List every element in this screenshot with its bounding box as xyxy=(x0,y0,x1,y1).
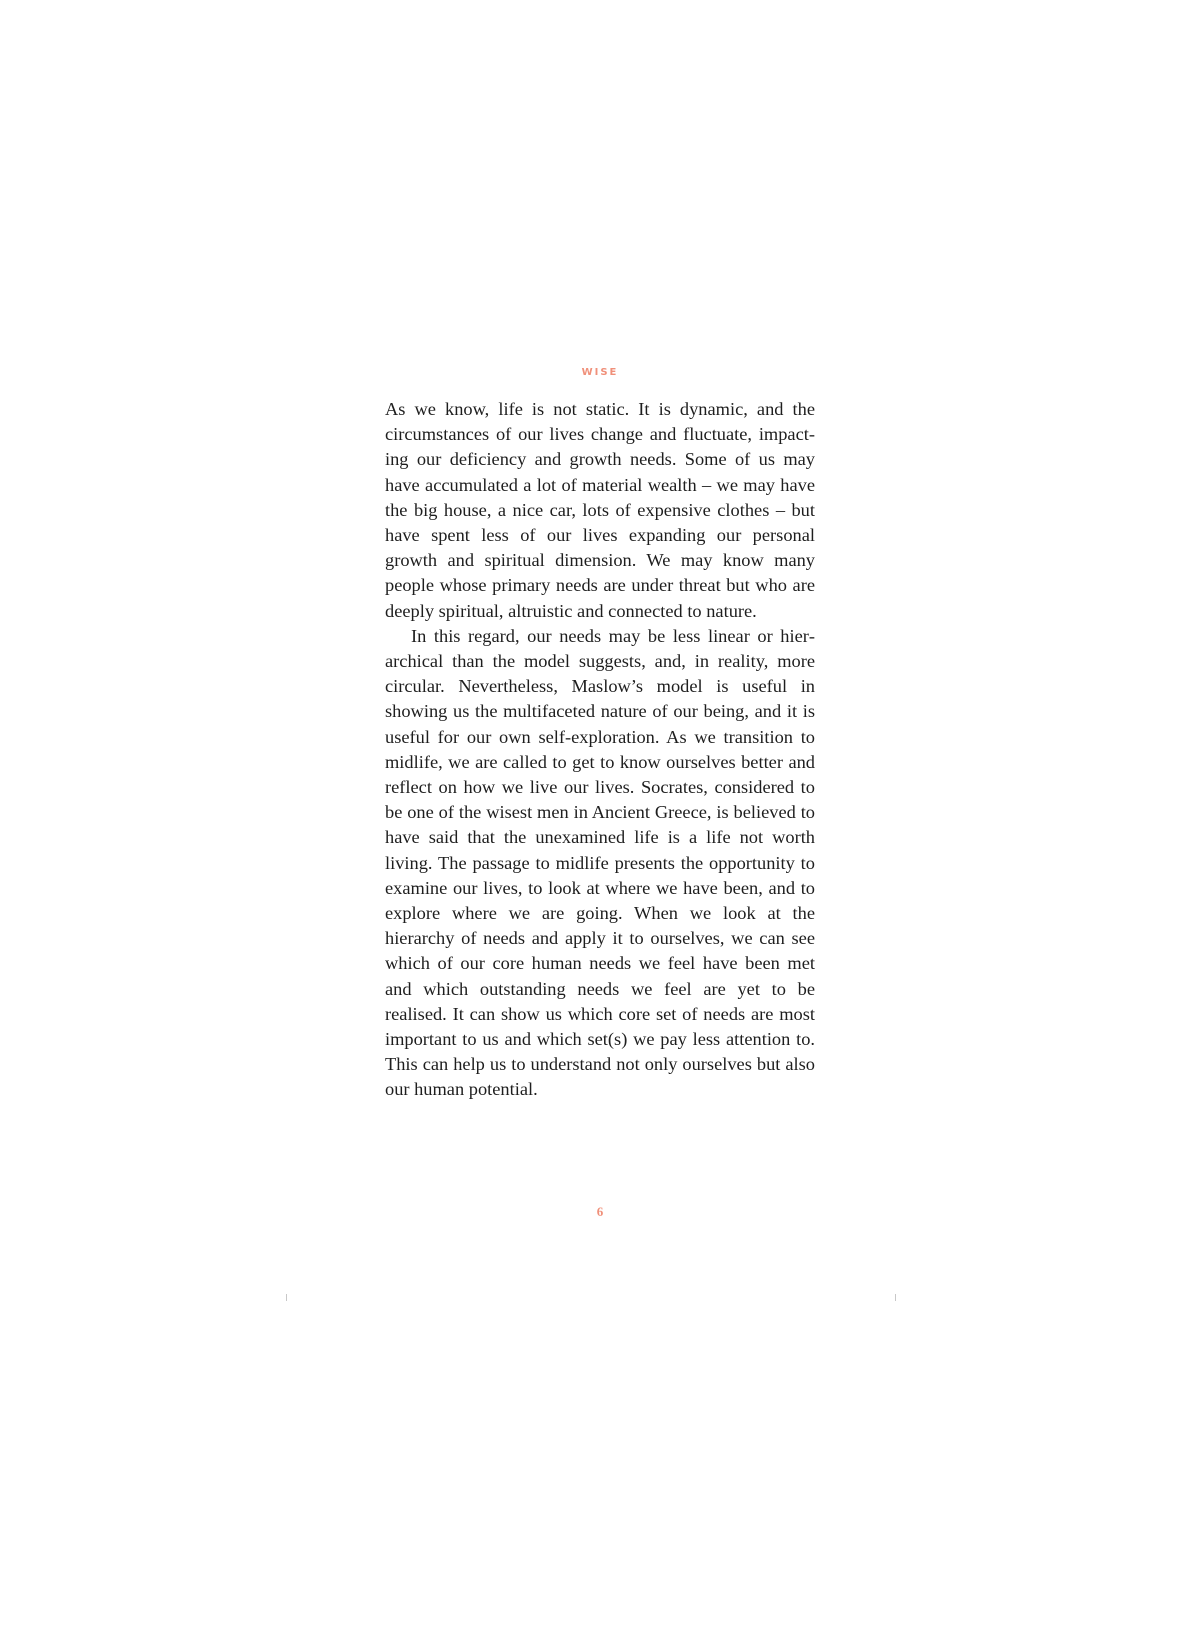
running-head: WISE xyxy=(581,367,619,378)
crop-mark-right xyxy=(895,1294,896,1301)
crop-mark-left xyxy=(286,1294,287,1301)
paragraph-1: As we know, life is not static. It is dynamic, and the circumstances of our lives change and fluctuate, impacting our deficiency and growth needs. Some of us may have accumulated a lot of material wealth – we may have the big house, a nice car, lots of expensive clothes – but have spent less of our lives expanding our personal growth and spiritual dimension. We may know many people whose primary needs are under threat but who are deeply spiritual, altruistic and connected to nature. xyxy=(385,399,815,621)
paragraph-2: In this regard, our needs may be less linear or hierarchical than the model suggests, and, in reality, more circular. Nevertheless, Maslow’s model is useful in showing us the multifaceted nature of our being, and it is useful for our own self-exploration. As we transition to midlife, we are called to get to know ourselves better and reflect on how we live our lives. Socrates, considered to be one of the wisest men in Ancient Greece, is believed to have said that the unexamined life is a life not worth living. The passage to midlife presents the opportunity to examine our lives, to look at where we have been, and to explore where we are going. When we look at the hierarchy of needs and apply it to ourselves, we can see which of our core human needs we feel have been met and which outstanding needs we feel are yet to be realised. It can show us which core set of needs are most important to us and which set(s) we pay less attention to. This can help us to understand not only ourselves but also our human potential. xyxy=(385,625,815,1100)
body-text xyxy=(385,397,815,1103)
page-number: 6 xyxy=(596,1204,604,1219)
